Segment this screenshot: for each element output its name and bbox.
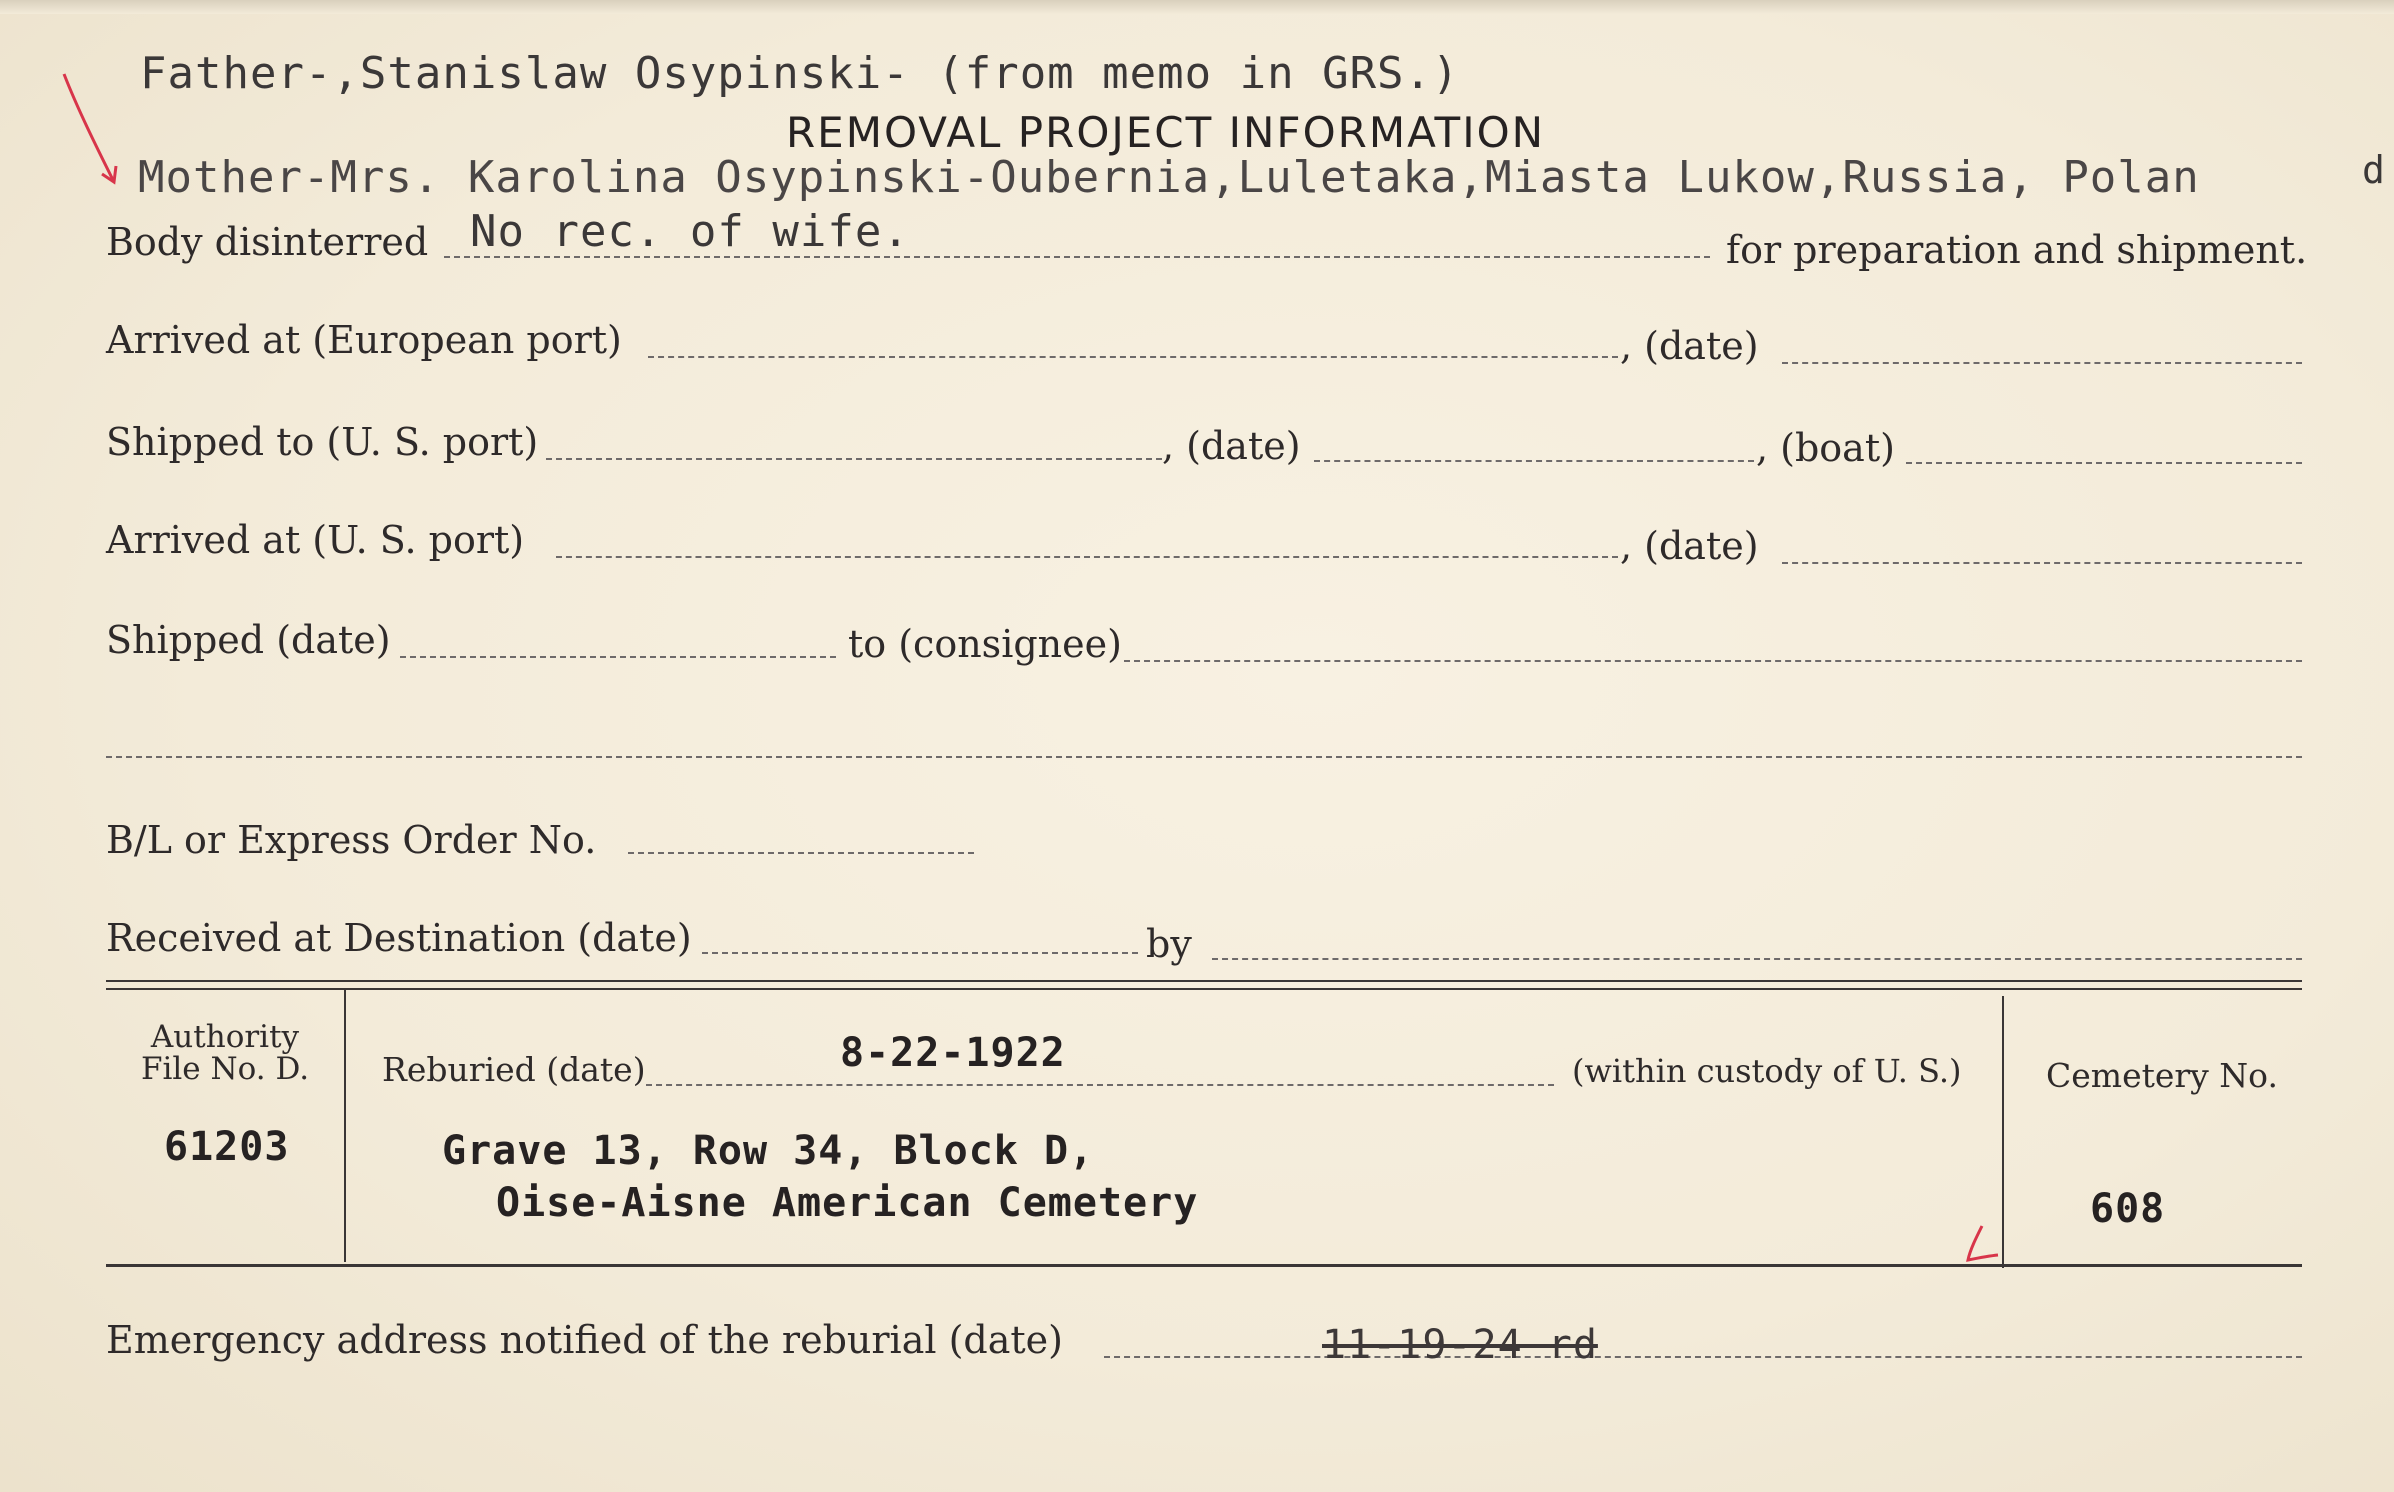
preparation-shipment-label: for preparation and shipment.	[1726, 228, 2308, 272]
body-disinterred-label: Body disinterred	[106, 220, 429, 264]
shipped-date-label: Shipped (date)	[106, 618, 391, 662]
bl-express-order-label: B/L or Express Order No.	[106, 818, 597, 862]
authority-label-1: Authority	[150, 1019, 300, 1055]
emergency-address-date: 11-19-24 rd	[1322, 1322, 1598, 1368]
received-by-label: by	[1146, 922, 1192, 966]
section-top-rule-2	[106, 988, 2302, 990]
boat-label: , (boat)	[1756, 426, 1895, 470]
custody-label: (within custody of U. S.)	[1572, 1052, 1962, 1090]
divider-left	[344, 990, 346, 1262]
red-pencil-mark-icon	[1962, 1222, 2004, 1266]
authority-label-2: File No. D.	[140, 1051, 310, 1087]
blank-line	[106, 756, 2302, 758]
card-title: REMOVAL PROJECT INFORMATION	[786, 108, 1546, 157]
top-edge-shadow	[0, 0, 2394, 14]
arrived-european-port-label: Arrived at (European port)	[106, 318, 622, 362]
body-disinterred-value: No rec. of wife.	[470, 206, 910, 257]
cemetery-number-value: 608	[2090, 1186, 2166, 1232]
reburied-date-value: 8-22-1922	[840, 1030, 1066, 1076]
consignee-label: to (consignee)	[848, 622, 1122, 666]
emergency-address-label: Emergency address notified of the reburial (date)	[106, 1318, 1063, 1362]
father-line: Father-,Stanislaw Osypinski- (from memo in GRS.)	[140, 48, 1460, 99]
arrived-us-port-label: Arrived at (U. S. port)	[106, 518, 525, 562]
shipped-to-us-port-label: Shipped to (U. S. port)	[106, 420, 539, 464]
section-top-rule	[106, 980, 2302, 982]
arrived-us-date-label: , (date)	[1620, 524, 1759, 568]
shipped-to-date-label: , (date)	[1162, 424, 1301, 468]
authority-file-number: 61203	[164, 1124, 290, 1170]
arrived-european-date-label: , (date)	[1620, 324, 1759, 368]
grave-line-2: Oise-Aisne American Cemetery	[496, 1180, 1199, 1226]
grave-line-1: Grave 13, Row 34, Block D,	[442, 1128, 1095, 1174]
red-check-mark-icon	[58, 70, 128, 190]
reburied-date-label: Reburied (date)	[382, 1050, 646, 1089]
mother-line-end: d	[2362, 148, 2386, 192]
mother-line: Mother-Mrs. Karolina Osypinski-Oubernia,Luletaka,Miasta Lukow,Russia, Polan	[138, 152, 2200, 203]
received-destination-label: Received at Destination (date)	[106, 916, 692, 960]
cemetery-number-label: Cemetery No.	[2046, 1056, 2278, 1095]
